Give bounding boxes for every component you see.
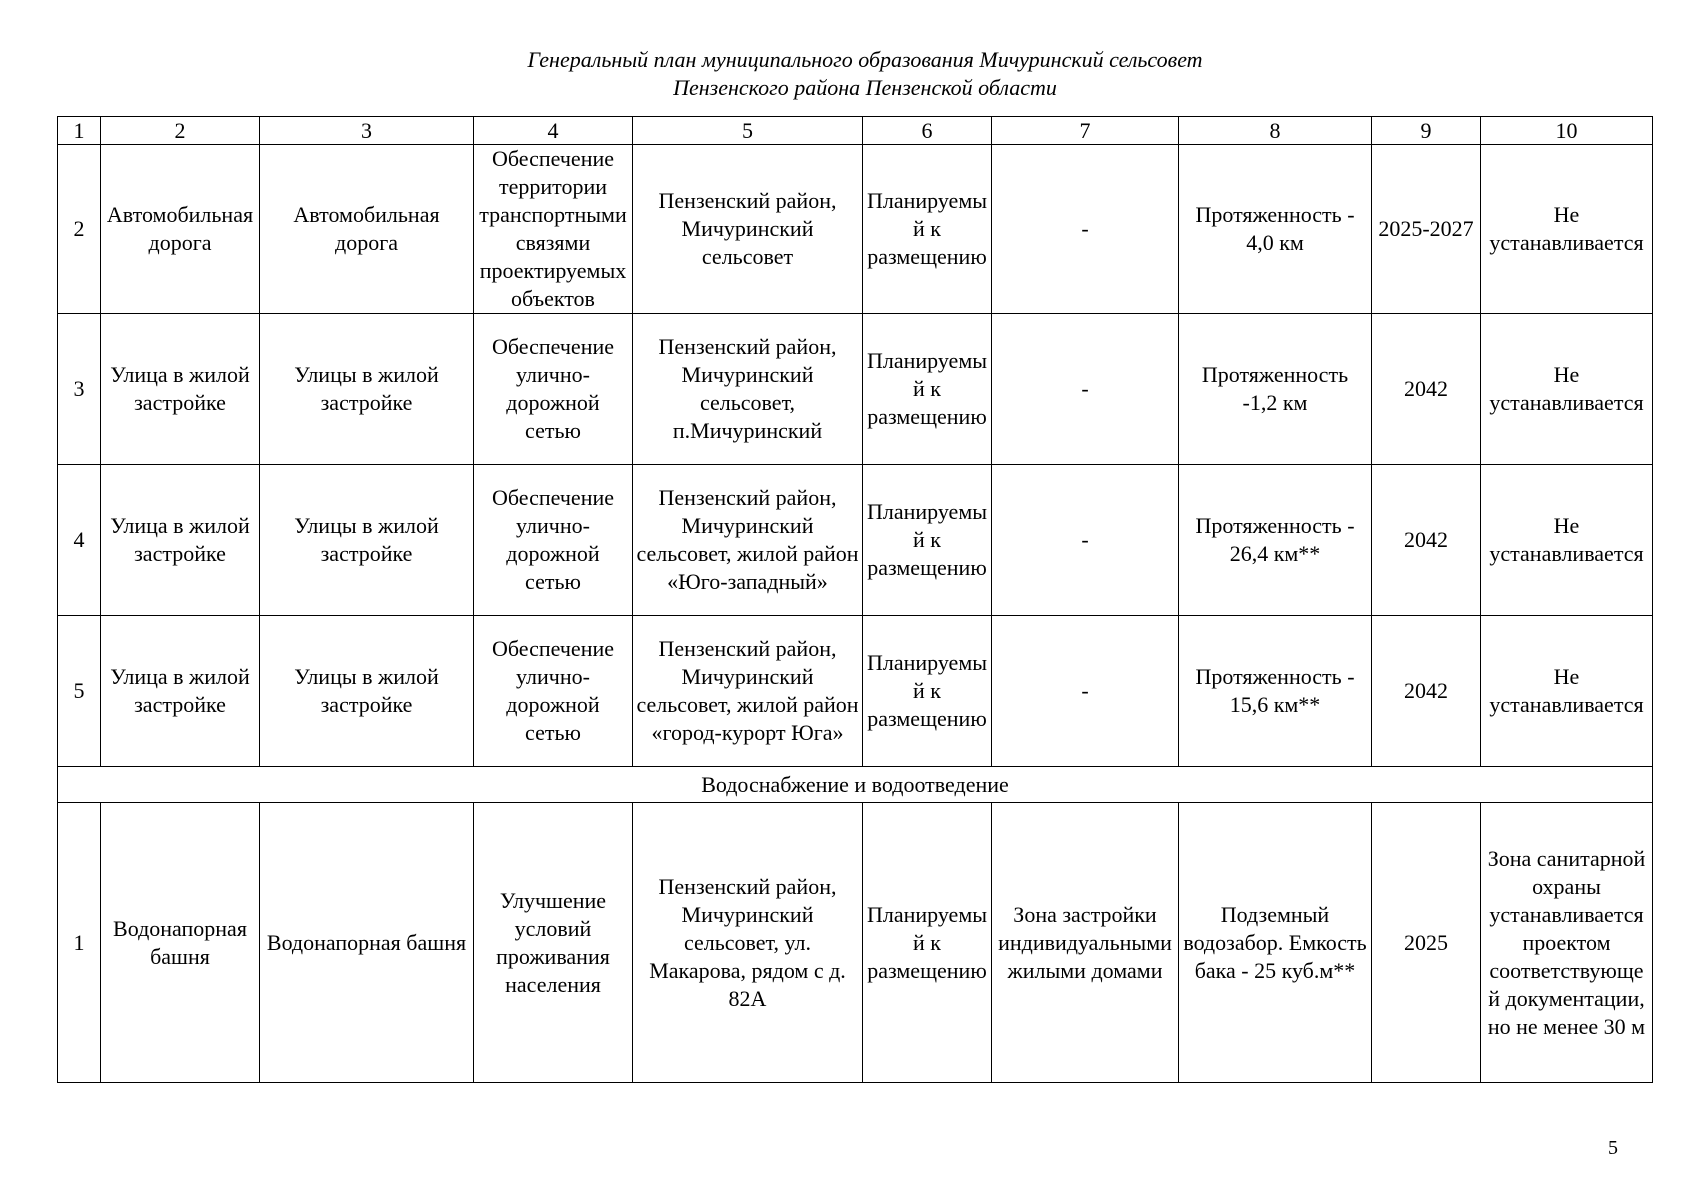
column-number: 10 <box>1481 117 1653 145</box>
object-status: Планируемый к размещению <box>863 803 992 1083</box>
column-number: 1 <box>58 117 101 145</box>
column-number: 7 <box>992 117 1179 145</box>
object-purpose: Обеспечение территории транспортными связями проектируемых объектов <box>474 145 633 314</box>
document-header <box>0 46 1697 102</box>
table-row <box>58 465 1653 616</box>
table-row <box>58 803 1653 1083</box>
object-purpose: Обеспечение улично-дорожной сетью <box>474 616 633 767</box>
implementation-period: 2042 <box>1372 314 1481 465</box>
implementation-period: 2042 <box>1372 465 1481 616</box>
objects-table <box>57 116 1653 1083</box>
column-number: 5 <box>633 117 863 145</box>
column-number: 4 <box>474 117 633 145</box>
header-line-2: Пензенского района Пензенской области <box>673 75 1057 100</box>
object-location: Пензенский район, Мичуринский сельсовет, ул. Макарова, рядом с д. 82А <box>633 803 863 1083</box>
zone-with-special-conditions: Зона санитарной охраны устанавливается проектом соответствующей документации, но не менее 30 м <box>1481 803 1653 1083</box>
implementation-period: 2025 <box>1372 803 1481 1083</box>
object-type: Автомобильная дорога <box>101 145 260 314</box>
zone-with-special-conditions: Не устанавливается <box>1481 145 1653 314</box>
object-purpose: Улучшение условий проживания населения <box>474 803 633 1083</box>
header-line-1: Генеральный план муниципального образования Мичуринский сельсовет <box>527 47 1203 72</box>
functional-zone: - <box>992 616 1179 767</box>
object-purpose: Обеспечение улично-дорожной сетью <box>474 465 633 616</box>
object-name: Автомобильная дорога <box>260 145 474 314</box>
object-location: Пензенский район, Мичуринский сельсовет <box>633 145 863 314</box>
row-number: 2 <box>58 145 101 314</box>
section-header-row <box>58 767 1653 803</box>
page-number: 5 <box>1608 1137 1618 1159</box>
object-type: Водонапорная башня <box>101 803 260 1083</box>
row-number: 1 <box>58 803 101 1083</box>
section-title: Водоснабжение и водоотведение <box>58 767 1653 803</box>
column-number: 9 <box>1372 117 1481 145</box>
row-number: 3 <box>58 314 101 465</box>
implementation-period: 2025-2027 <box>1372 145 1481 314</box>
object-purpose: Обеспечение улично-дорожной сетью <box>474 314 633 465</box>
zone-with-special-conditions: Не устанавливается <box>1481 314 1653 465</box>
object-location: Пензенский район, Мичуринский сельсовет, п.Мичуринский <box>633 314 863 465</box>
table-row <box>58 616 1653 767</box>
column-number: 6 <box>863 117 992 145</box>
object-status: Планируемый к размещению <box>863 145 992 314</box>
object-location: Пензенский район, Мичуринский сельсовет, жилой район «город-курорт Юга» <box>633 616 863 767</box>
column-number: 2 <box>101 117 260 145</box>
object-status: Планируемый к размещению <box>863 465 992 616</box>
column-number: 3 <box>260 117 474 145</box>
table-row <box>58 145 1653 314</box>
object-type: Улица в жилой застройке <box>101 616 260 767</box>
functional-zone: - <box>992 465 1179 616</box>
object-characteristics: Подземный водозабор. Емкость бака - 25 куб.м** <box>1179 803 1372 1083</box>
object-status: Планируемый к размещению <box>863 314 992 465</box>
object-location: Пензенский район, Мичуринский сельсовет, жилой район «Юго-западный» <box>633 465 863 616</box>
implementation-period: 2042 <box>1372 616 1481 767</box>
row-number: 4 <box>58 465 101 616</box>
object-name: Улицы в жилой застройке <box>260 314 474 465</box>
object-characteristics: Протяженность - 4,0 км <box>1179 145 1372 314</box>
table-row <box>58 314 1653 465</box>
object-characteristics: Протяженность - 15,6 км** <box>1179 616 1372 767</box>
object-type: Улица в жилой застройке <box>101 465 260 616</box>
object-name: Улицы в жилой застройке <box>260 465 474 616</box>
object-name: Водонапорная башня <box>260 803 474 1083</box>
object-type: Улица в жилой застройке <box>101 314 260 465</box>
column-number-row <box>58 117 1653 145</box>
functional-zone: - <box>992 314 1179 465</box>
object-status: Планируемый к размещению <box>863 616 992 767</box>
object-name: Улицы в жилой застройке <box>260 616 474 767</box>
object-characteristics: Протяженность - 26,4 км** <box>1179 465 1372 616</box>
zone-with-special-conditions: Не устанавливается <box>1481 616 1653 767</box>
functional-zone: Зона застройки индивидуальными жилыми домами <box>992 803 1179 1083</box>
zone-with-special-conditions: Не устанавливается <box>1481 465 1653 616</box>
row-number: 5 <box>58 616 101 767</box>
object-characteristics: Протяженность -1,2 км <box>1179 314 1372 465</box>
functional-zone: - <box>992 145 1179 314</box>
column-number: 8 <box>1179 117 1372 145</box>
